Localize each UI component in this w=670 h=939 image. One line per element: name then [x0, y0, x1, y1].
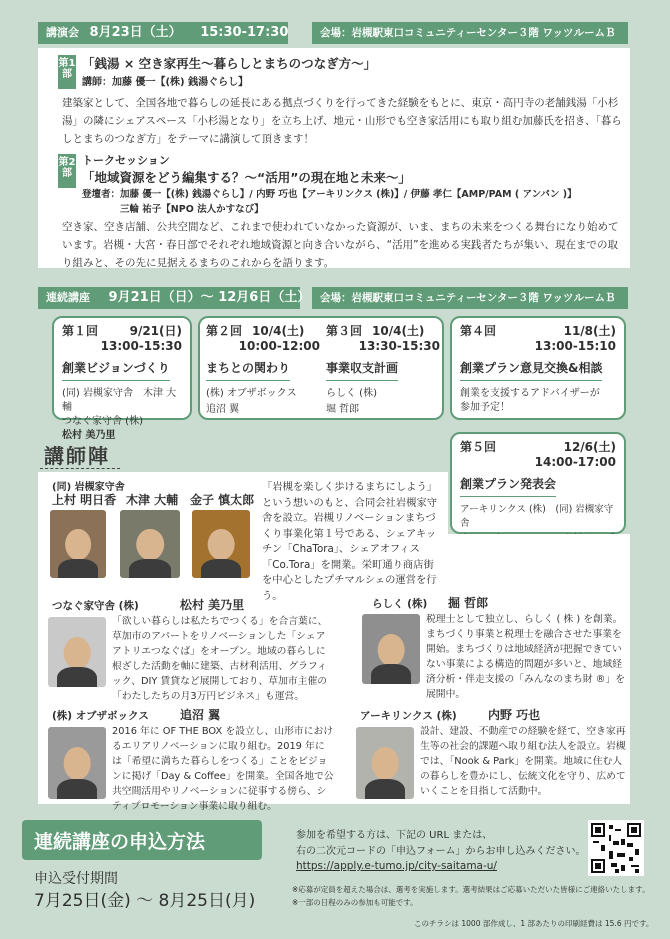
series-venue: 会場：岩槻駅東口コミュニティーセンター３階 ワッツルームＢ	[320, 292, 616, 304]
session-2-title: まちとの関わり	[206, 359, 290, 381]
session-5-head	[460, 438, 616, 455]
body	[371, 664, 412, 684]
session-2-3	[198, 316, 444, 420]
obthebox-name: 追沼 翼	[180, 708, 221, 722]
session-4-who	[460, 387, 616, 415]
iwatsuki-org: (同) 岩槻家守舎	[52, 482, 125, 493]
iwatsuki-name-3: 金子 慎太郎	[190, 493, 255, 507]
lecture-card	[38, 48, 630, 268]
rashiku-bio: 税理士として独立し、らしく ( 株 ) を創業。まちづくり事業と税理士を融合させた事業を開始。まちづくりは地域経済が把握できていない事業による構造的問題が多いと、地域経済分析・伴走支援の「みんなのまち財 ®」を展開中。	[426, 614, 626, 700]
session-3-who1: らしく (株)	[326, 388, 377, 399]
rashiku-name: 掘 哲郎	[448, 596, 489, 610]
session-5	[450, 432, 626, 534]
series-dates: 9月21日（日）〜 12月6日（土）	[108, 290, 311, 305]
tsunagu-org: つなぐ家守舎 (株)	[52, 600, 139, 612]
session-4	[450, 316, 626, 420]
session-1-who1: (同) 岩槻家守舎 木津 大輔	[62, 388, 177, 413]
session-3	[326, 322, 440, 417]
face	[372, 747, 399, 780]
session-5-who1: アーキリンクス (株) (同) 岩槻家守舎	[460, 504, 614, 529]
session-3-time: 13:30-15:30	[358, 339, 440, 353]
archilinks-photo	[356, 727, 414, 799]
series-date-bar	[38, 287, 311, 309]
apply-instruction-1: 参加を希望する方は、下記の URL または、	[296, 830, 493, 841]
session-5-title: 創業プラン発表会	[460, 475, 556, 497]
session-4-time: 13:00-15:10	[534, 339, 616, 353]
session-1-who2: つなぐ家守舎 (株)	[62, 416, 143, 427]
lecture-venue-bar	[312, 22, 628, 44]
apply-period-label: 申込受付期間	[34, 871, 118, 887]
apply-period: 7月25日(金) 〜 8月25日(月)	[34, 891, 256, 911]
body	[201, 559, 242, 578]
rashiku-org: らしく (株)	[372, 598, 428, 610]
lecturers-heading: 講師陣	[44, 444, 110, 468]
session-5-num: 第５回	[460, 440, 497, 454]
session-3-num: 第３回	[326, 324, 363, 338]
apply-heading: 連続講座の申込方法	[34, 831, 206, 853]
part1-description: 建築家として、全国各地で暮らしの延長にある拠点づくりを行ってきた経験をもとに、東京・高円寺の老舗銭湯「小杉湯」の隣にシェアスペース「小杉湯となり」を立ち上げ、地元・山形でも空き家活用にも取り組む加藤氏を招き、「暮らしとまちのつなぎ方」をテーマに講演して頂きます！	[62, 97, 622, 145]
session-1-who	[62, 387, 182, 443]
lecturers-panel-right	[448, 534, 630, 590]
session-1	[52, 316, 192, 441]
session-1-who3: 松村 美乃里	[62, 430, 116, 441]
tsunagu-name: 松村 美乃里	[180, 598, 245, 612]
tsunagu-photo	[48, 617, 106, 687]
face	[65, 529, 91, 560]
body	[57, 779, 98, 799]
part1-title: 「銭湯 × 空き家再生〜暮らしとまちのつなぎ方〜」	[82, 56, 377, 71]
iwatsuki-photo-2	[120, 510, 180, 578]
body	[58, 559, 97, 578]
qr-code[interactable]	[588, 820, 644, 876]
iwatsuki-name-2: 木津 大輔	[126, 493, 179, 507]
iwatsuki-name-1: 上村 明日香	[52, 493, 117, 507]
part2-speakers-line2: 三輪 祐子【NPO 法人かすなび】	[120, 204, 264, 215]
part2-label-text: 第2部	[58, 157, 76, 179]
session-3-title: 事業収支計画	[326, 359, 398, 381]
session-2-num: 第２回	[206, 324, 243, 338]
session-1-date: 9/21(日)	[129, 324, 182, 338]
face	[136, 529, 164, 560]
session-2	[206, 322, 320, 417]
obthebox-photo	[48, 727, 106, 799]
apply-instruction-2: 右の二次元コードの「申込フォーム」からお申し込みください。	[296, 846, 586, 857]
part2-heading: トークセッション	[82, 154, 170, 167]
body	[365, 779, 406, 799]
body	[57, 667, 98, 687]
session-4-who2: 参加予定！	[460, 402, 510, 413]
series-venue-bar	[312, 287, 628, 309]
part1-label	[58, 55, 76, 89]
rashiku-photo	[362, 614, 420, 684]
session-1-head	[62, 322, 182, 339]
footer-note: このチラシは 1000 部作成し、1 部あたりの印刷経費は 15.6 円です。	[414, 919, 654, 928]
session-5-date: 12/6(土)	[563, 440, 616, 454]
part2-speakers: 登壇者：加藤 優一【(株) 銭湯ぐらし】/ 内野 巧也【アーキリンクス (株)】/ 伊藤 孝仁【AMP/PAM ( アンパン )】	[82, 189, 577, 200]
session-2-time: 10:00-12:00	[238, 339, 320, 353]
session-1-time: 13:00-15:30	[100, 339, 182, 353]
session-2-who1: (株) オブザボックス	[206, 388, 297, 399]
lecture-time: 15:30-17:30	[200, 25, 289, 40]
session-4-head	[460, 322, 616, 339]
session-1-title: 創業ビジョンづくり	[62, 359, 170, 381]
session-3-head	[326, 322, 440, 339]
obthebox-bio: 2016 年に OF THE BOX を設立し、山形市におけるエリアリノベーションに取り組む。2019 年には「希望に満ちた暮らしをつくる」ことをビジョンに掲げ「Day & Coffee」を開業。全国各地で公共空間活用やリノベーションに従事する傍ら、シティプロモーション事業に取り組む。	[112, 726, 334, 812]
part1-label-text: 第1部	[58, 58, 76, 80]
session-4-date: 11/8(土)	[563, 324, 616, 338]
lecture-date: 8月23日（土）	[89, 25, 182, 40]
part1-speaker: 講師：加藤 優一【(株) 銭湯ぐらし】	[82, 77, 249, 88]
archilinks-org: アーキリンクス (株)	[360, 710, 457, 722]
session-2-who2: 追沼 翼	[206, 404, 240, 415]
lecturers-heading-underline	[40, 468, 120, 469]
face	[64, 747, 91, 780]
iwatsuki-photo-1	[50, 510, 106, 578]
series-label: 連続講座	[46, 291, 90, 304]
archilinks-name: 内野 巧也	[488, 708, 541, 722]
face	[378, 634, 405, 666]
lecture-label: 講演会	[46, 26, 79, 39]
obthebox-org: (株) オブザボックス	[52, 710, 149, 722]
session-5-time: 14:00-17:00	[534, 455, 616, 469]
tsunagu-bio: 「欲しい暮らしは私たちでつくる」を合言葉に、草加市のアパートをリノベーションした「シェアアトリエつなぐば」をオープン。地域の暮らしに根ざした活動を軸に建築、古材利活用、グラフィック、DIY 賃貸など展開しており、草加市主催の「わたしたちの月3万円ビジネス」も運営。	[112, 616, 328, 702]
session-1-num: 第１回	[62, 324, 99, 338]
session-4-who1: 創業を支援するアドバイザーが	[460, 388, 600, 399]
session-4-title: 創業プラン意見交換&相談	[460, 359, 602, 381]
session-3-who2: 堀 哲郎	[326, 404, 360, 415]
lecture-venue: 会場：岩槻駅東口コミュニティーセンター３階 ワッツルームＢ	[320, 27, 616, 39]
apply-note-1: ※応募が定員を超えた場合は、選考を実施します。選考結果はご応募いただいた皆様にご連絡いたします。	[292, 885, 650, 894]
iwatsuki-bio: 「岩槻を楽しく歩けるまちにしよう」という想いのもと、合同会社岩槻家守舎を設立。岩槻リノベーションまちづくり事業化第１号である、シェアキッチン「ChaTora」、シェアオフィス「Co.Tora」を開業。栄町通り商店街を中心としたプチマルシェの運営を行う。	[262, 481, 438, 602]
qr-code-graphic	[591, 823, 641, 873]
archilinks-bio: 設計、建設、不動産での経験を経て、空き家再生等の社会的課題へ取り組む法人を設立。岩槻では、「Nook & Park」を開業。地域に住む人の暮らしを豊かにし、伝統文化を守り、広めていくことを目指して活動中。	[420, 726, 626, 797]
apply-note-2: ※一部の日程のみの参加も可能です。	[292, 898, 418, 907]
part2-description: 空き家、空き店舗、公共空間など、これまで使われていなかった資源が、いま、まちの未来をつくる舞台になり始めています。岩槻・大宮・春日部でそれぞれ地域資源と向き合いながら、“活用”を進める実践者たちが集い、現在までの取り組みと、その先に見据えるまちのこれからを語ります。	[62, 221, 619, 269]
apply-url[interactable]: https://apply.e-tumo.jp/city-saitama-u/	[296, 860, 497, 872]
session-2-head	[206, 322, 320, 339]
session-3-date: 10/4(土)	[372, 324, 425, 338]
session-2-date: 10/4(土)	[252, 324, 305, 338]
face	[64, 637, 91, 669]
lecture-date-bar	[38, 22, 288, 44]
part2-label	[58, 154, 76, 188]
part2-title: 「地域資源をどう編集する？〜“活用”の現在地と未来〜」	[82, 170, 411, 185]
iwatsuki-photo-3	[192, 510, 250, 578]
face	[208, 529, 235, 560]
body	[129, 559, 171, 578]
session-4-num: 第４回	[460, 324, 497, 338]
